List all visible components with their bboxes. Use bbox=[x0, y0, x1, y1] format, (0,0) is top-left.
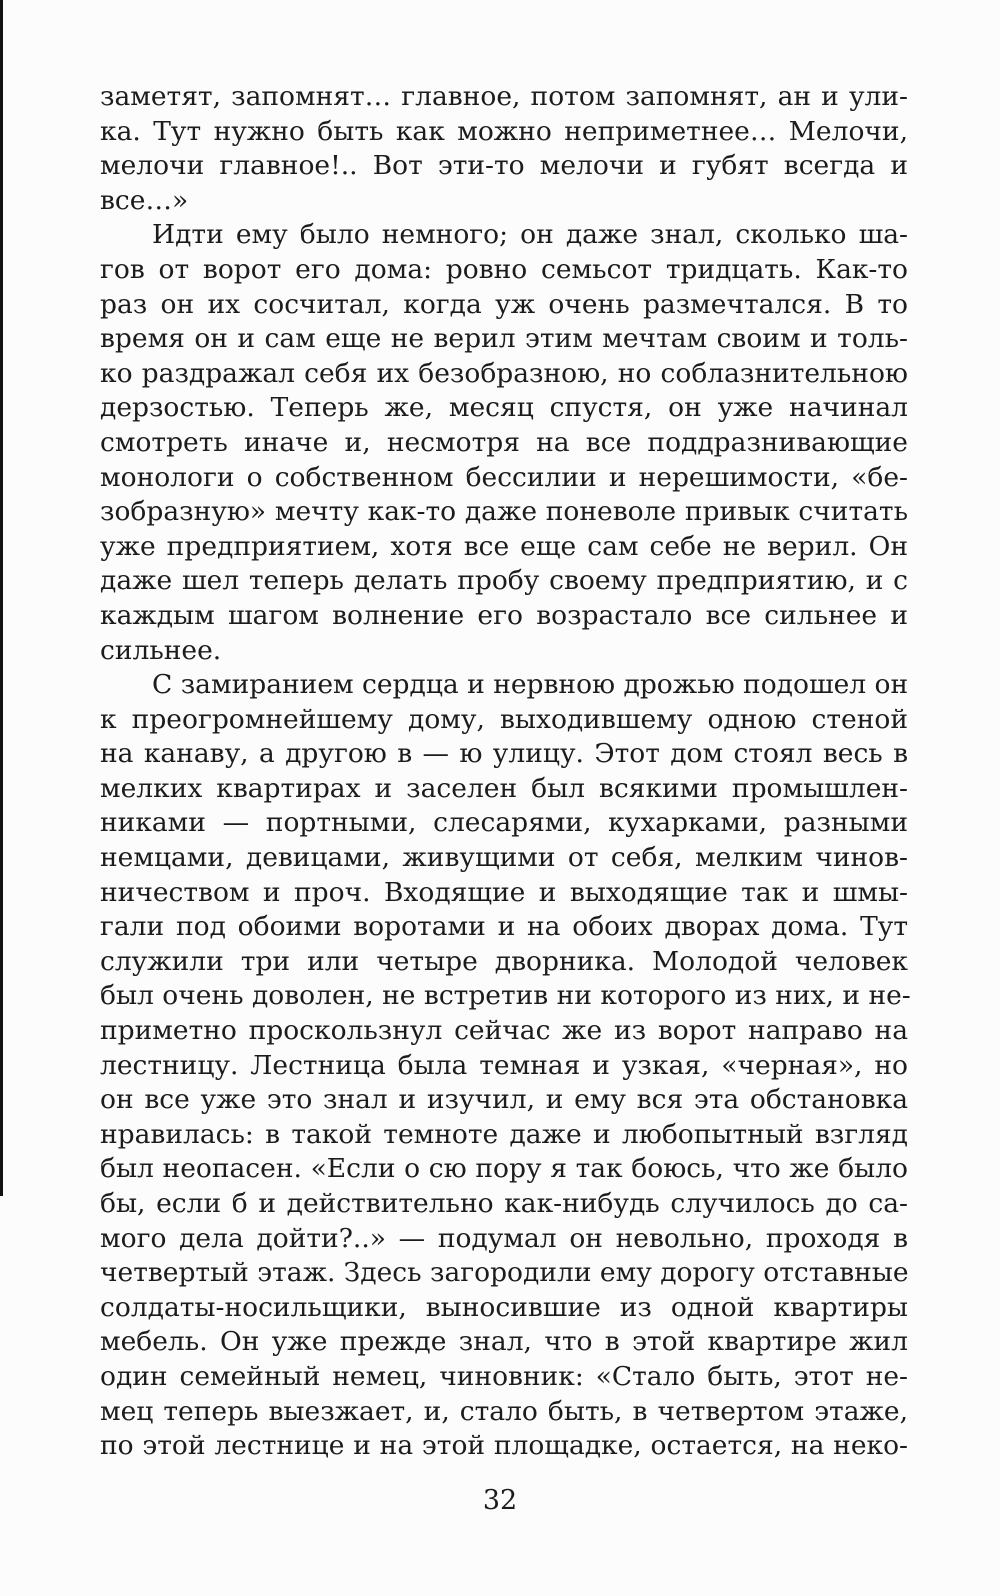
text-line: раз он их сосчитал, когда уж очень размечтался. В то bbox=[100, 288, 908, 320]
text-line: никами — портными, слесарями, кухарками, разными bbox=[100, 807, 908, 839]
text-line: по этой лестнице и на этой площадке, остается, на неко- bbox=[100, 1430, 908, 1462]
text-line: ничеством и проч. Входящие и выходящие так и шмы- bbox=[100, 876, 908, 908]
text-line: лестницу. Лестница была темная и узкая, «черная», но bbox=[100, 1049, 908, 1081]
text-line: смотреть иначе и, несмотря на все поддразнивающие bbox=[100, 426, 908, 458]
text-line: нравилась: в такой темноте даже и любопытный взгляд bbox=[100, 1118, 908, 1150]
text-line: был неопасен. «Если о сю пору я так боюсь, что же было bbox=[100, 1153, 908, 1185]
text-line: заметят, запомнят… главное, потом запомнят, ан и ули- bbox=[100, 81, 908, 112]
page-binding-edge bbox=[0, 0, 3, 1196]
text-line: мебель. Он уже прежде знал, что в этой квартире жил bbox=[100, 1326, 908, 1358]
text-line: все…» bbox=[100, 184, 189, 216]
text-line: мелких квартирах и заселен был всякими промышлен- bbox=[100, 772, 908, 804]
text-line: мого дела дойти?..» — подумал он невольно, проходя в bbox=[100, 1222, 908, 1254]
text-line: ко раздражал себя их безобразною, но соблазнительною bbox=[100, 357, 908, 389]
text-line: к преогромнейшему дому, выходившему одною стеной bbox=[100, 703, 908, 735]
text-line: мелочи главное!.. Вот эти-то мелочи и губят всегда и bbox=[100, 150, 908, 182]
text-line: бы, если б и действительно как-нибудь случилось до са- bbox=[100, 1188, 908, 1219]
text-line: гов от ворот его дома: ровно семьсот тридцать. Как-то bbox=[100, 253, 908, 285]
text-line: даже шел теперь делать пробу своему предприятию, и с bbox=[100, 565, 908, 597]
text-line: Идти ему было немного; он даже знал, сколько ша- bbox=[152, 219, 908, 251]
text-line: приметно проскользнул сейчас же из ворот направо на bbox=[100, 1015, 908, 1047]
text-line: он все уже это знал и изучил, и ему вся эта обстановка bbox=[100, 1084, 908, 1116]
text-line: ка. Тут нужно быть как можно неприметнее… Мелочи, bbox=[100, 115, 908, 147]
text-line: сильнее. bbox=[100, 634, 222, 666]
text-line: монологи о собственном бессилии и нерешимости, «бе- bbox=[100, 461, 908, 493]
text-line: время он и сам еще не верил этим мечтам своим и толь- bbox=[100, 323, 908, 355]
text-line: каждым шагом волнение его возрастало все сильнее и bbox=[100, 599, 908, 631]
text-line: дерзостью. Теперь же, месяц спустя, он уже начинал bbox=[100, 392, 908, 424]
text-line: был очень доволен, не встретив ни которого из них, и не- bbox=[100, 980, 911, 1012]
text-line: солдаты-носильщики, выносившие из одной квартиры bbox=[100, 1291, 908, 1323]
text-line: зобразную» мечту как-то даже поневоле привык считать bbox=[100, 496, 908, 528]
body-text bbox=[100, 80, 911, 1464]
text-line: мец теперь выезжает, и, стало быть, в четвертом этаже, bbox=[100, 1395, 908, 1427]
text-line: один семейный немец, чиновник: «Стало быть, этот не- bbox=[100, 1360, 908, 1392]
text-line: на канаву, а другою в — ю улицу. Этот дом стоял весь в bbox=[100, 738, 908, 770]
text-line: четвертый этаж. Здесь загородили ему дорогу отставные bbox=[100, 1257, 909, 1289]
page-number: 32 bbox=[482, 1485, 518, 1516]
text-line: С замиранием сердца и нервною дрожью подошел он bbox=[152, 669, 909, 701]
text-line: немцами, девицами, живущими от себя, мелким чинов- bbox=[100, 842, 908, 874]
text-line: служили три или четыре дворника. Молодой человек bbox=[100, 945, 908, 977]
text-line: гали под обоими воротами и на обоих дворах дома. Тут bbox=[100, 911, 908, 943]
text-line: уже предприятием, хотя все еще сам себе не верил. Он bbox=[100, 530, 908, 562]
